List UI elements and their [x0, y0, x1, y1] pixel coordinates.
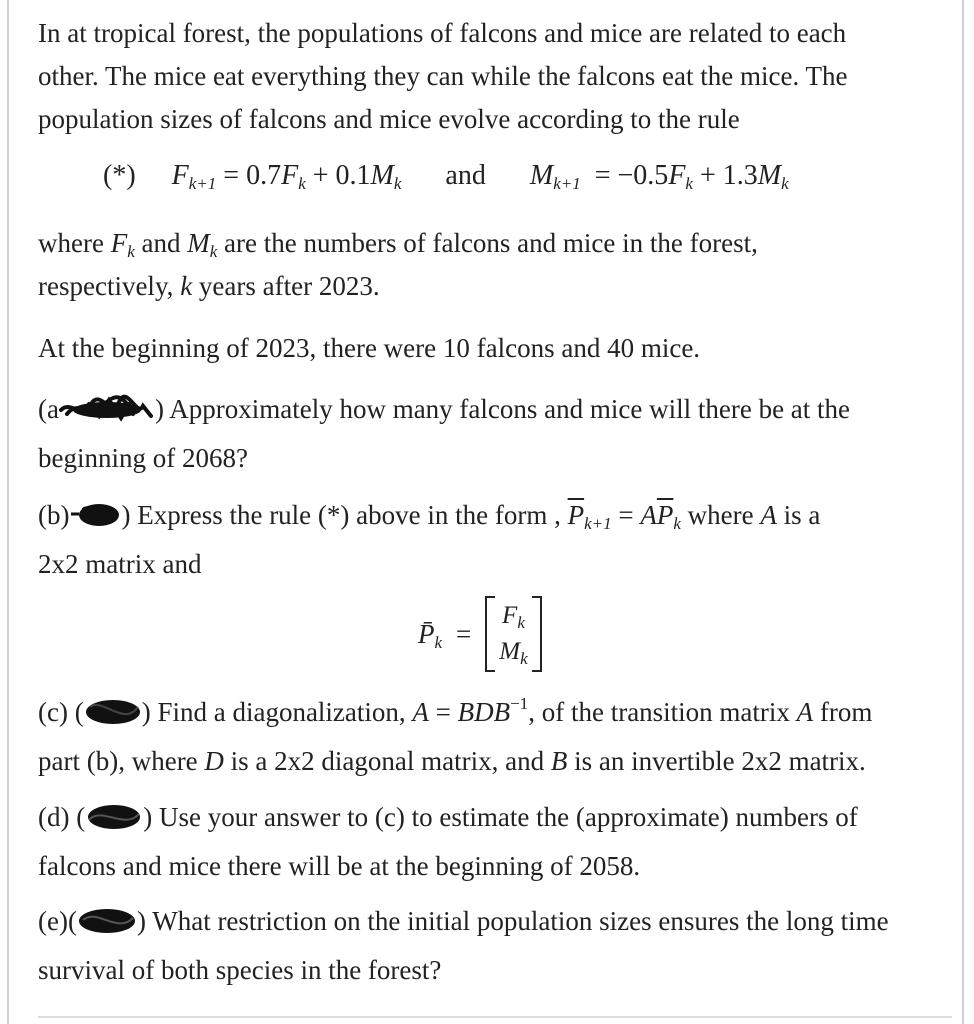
- part-b-eq: =: [611, 500, 641, 530]
- where-text-b: are the numbers of falcons and mice in the forest,: [217, 228, 758, 258]
- part-e-prefix: (e)(: [38, 906, 77, 936]
- part-b-A2: A: [760, 500, 777, 530]
- part-c-prefix: (c) (: [38, 697, 84, 727]
- part-a: [38, 388, 950, 480]
- part-b-P2: $\overline{P}$: [656, 500, 674, 530]
- vector-bottom-M: M: [499, 638, 521, 665]
- rule-rhs-falcons: = $0.7F_k + 0.1M_k$: [223, 160, 402, 193]
- part-c-text3: from: [813, 697, 873, 727]
- vector-top-F: F: [502, 602, 518, 629]
- divider: [38, 1016, 952, 1018]
- where-paragraph: [38, 222, 950, 308]
- part-c-line2b: is a 2x2 diagonal matrix, and: [223, 746, 551, 776]
- part-a-prefix: (a: [38, 394, 59, 424]
- part-b-line2: 2x2 matrix and: [38, 549, 202, 579]
- matrix-lhs-P: P̄: [418, 618, 435, 649]
- where-F-sub: k: [127, 242, 135, 261]
- vector-top: [502, 598, 525, 634]
- intro-line-3: population sizes of falcons and mice evolve according to the rule: [38, 104, 740, 134]
- part-c: [38, 691, 950, 783]
- part-e: [38, 900, 950, 992]
- matrix-lhs: [418, 619, 442, 650]
- rule-lhs-falcons: F: [171, 160, 189, 191]
- part-b-P2-sub: k: [673, 514, 681, 533]
- part-c-A: A: [412, 697, 429, 727]
- vector-bottom-sub: k: [520, 649, 528, 668]
- rule-lhs-falcons-sub: k+1: [188, 174, 217, 193]
- intro-line-2: other. The mice eat everything they can while the falcons eat the mice. The: [38, 61, 848, 91]
- part-c-inverse: −1: [510, 694, 529, 713]
- part-b-P-sub: k+1: [584, 514, 612, 533]
- where-k: k: [180, 271, 193, 301]
- where-F: F: [110, 228, 128, 258]
- rule-lhs-mice-sub: k+1: [553, 174, 581, 193]
- part-c-eq: =: [428, 697, 458, 727]
- part-c-text1: ) Find a diagonalization,: [141, 697, 413, 727]
- scribble-redaction-icon: [77, 906, 137, 949]
- rule-and: and: [445, 160, 486, 191]
- matrix-lhs-sub: k: [434, 632, 443, 652]
- part-b-text2: where: [680, 500, 761, 530]
- part-d: [38, 796, 950, 888]
- vector-top-sub: k: [517, 613, 525, 632]
- where-M-sub: k: [209, 242, 218, 261]
- intro-line-1: In at tropical forest, the populations of falcons and mice are related to each: [38, 18, 847, 48]
- rule-lhs-mice: M: [529, 160, 554, 191]
- part-a-text: ) Approximately how many falcons and mice will there be at the: [154, 394, 851, 424]
- intro-paragraph: [38, 12, 950, 141]
- rule-equation: [103, 160, 789, 192]
- where-M: M: [187, 228, 210, 258]
- rule-rhs-mice: = $-0.5F_k + 1.3M_k$: [587, 160, 789, 193]
- where-text-a: where: [38, 228, 111, 258]
- column-vector: [485, 596, 541, 672]
- part-a-line2: beginning of 2068?: [38, 443, 248, 473]
- scribble-redaction-icon: [59, 394, 155, 437]
- rule-tag: (*): [103, 160, 136, 191]
- part-c-BDB: BDB: [457, 697, 511, 727]
- where-and: and: [134, 228, 188, 258]
- part-b-text1: ) Express the rule (*) above in the form ,: [121, 500, 568, 530]
- part-b-P: $\overline{P}$: [567, 500, 585, 530]
- where-text-d: years after 2023.: [192, 271, 380, 301]
- scribble-redaction-icon: [69, 500, 121, 543]
- part-c-line2a: part (b), where: [38, 746, 205, 776]
- part-b-A: A: [640, 500, 657, 530]
- part-d-prefix: (d) (: [38, 802, 86, 832]
- part-c-text2: , of the transition matrix: [528, 697, 797, 727]
- part-c-D: D: [204, 746, 224, 776]
- part-c-B: B: [550, 746, 568, 776]
- matrix-definition: [418, 596, 542, 672]
- part-b: [38, 494, 950, 586]
- where-text-c: respectively,: [38, 271, 181, 301]
- scribble-redaction-icon: [84, 697, 142, 740]
- part-e-text1: ) What restriction on the initial population sizes ensures the long time: [136, 906, 889, 936]
- part-c-line2c: is an invertible 2x2 matrix.: [567, 746, 866, 776]
- part-d-text1: ) Use your answer to (c) to estimate the (approximate) numbers of: [143, 802, 858, 832]
- part-b-text3: is a: [776, 500, 821, 530]
- part-e-line2: survival of both species in the forest?: [38, 955, 442, 985]
- matrix-eq-sign: =: [456, 618, 472, 649]
- scribble-redaction-icon: [85, 802, 143, 845]
- initial-condition: At the beginning of 2023, there were 10 falcons and 40 mice.: [38, 333, 701, 363]
- part-b-prefix: (b): [38, 500, 70, 530]
- part-d-line2: falcons and mice there will be at the beginning of 2058.: [38, 851, 641, 881]
- vector-bottom: [499, 634, 527, 670]
- part-c-A2: A: [796, 697, 814, 727]
